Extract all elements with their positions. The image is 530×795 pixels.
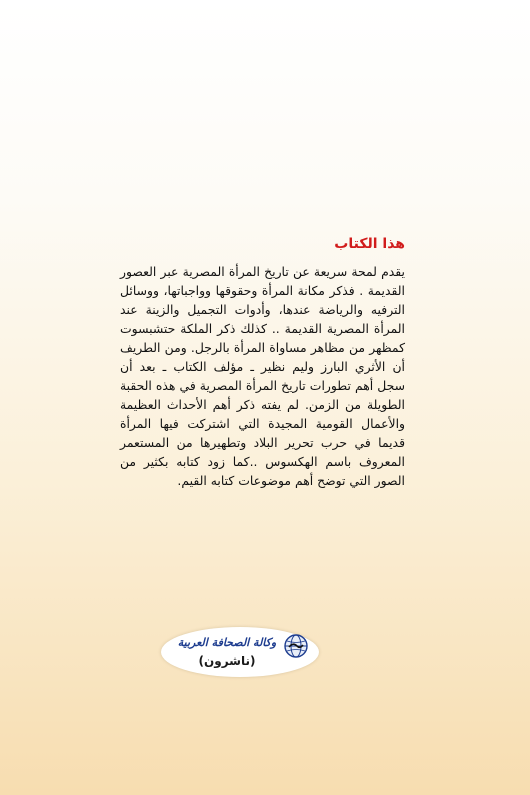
blurb-title: هذا الكتاب [334, 236, 405, 252]
back-cover-blurb [120, 236, 405, 490]
blurb-body: يقدم لمحة سريعة عن تاريخ المرأة المصرية عبر العصور القديمة . فذكر مكانة المرأة وحقوقها وواجباتها، ووسائل الترفيه والرياضة عندها، وأدوات التجميل والزينة عند المرأة المصرية القديمة .. كذلك ذكر الملكة حتشبسوت كمظهر من مظاهر مساواة المرأة بالرجل. ومن الطريف أن الأثري البارز وليم نظير ـ مؤلف الكتاب ـ بعد أن سجل أهم تطورات تاريخ المرأة المصرية في هذه الحقبة الطويلة من الزمن. لم يفته ذكر أهم الأحداث العظيمة والأعمال القومية المجيدة التي اشتركت فيها المرأة قديما في حرب تحرير البلاد وتطهيرها من المستعمر المعروف باسم الهكسوس ..كما زود كتابه بكثير من الصور التي توضح أهم موضوعات كتابه القيم. [120, 264, 405, 488]
publisher-name: وكالة الصحافة العربية [177, 636, 277, 649]
publisher-role: (ناشرون) [198, 654, 256, 668]
publisher-logo [161, 627, 319, 677]
globe-logo-icon [283, 633, 309, 659]
